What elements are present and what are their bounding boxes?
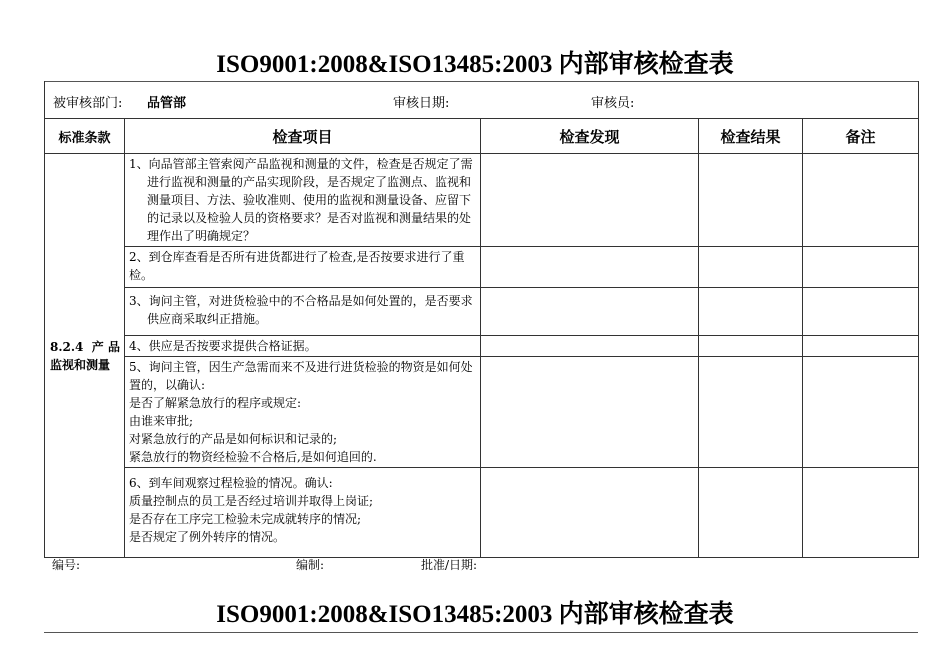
table-row [45, 336, 919, 357]
check-item-5: 5、询问主管，因生产急需而来不及进行进货检验的物资是如何处置的，以确认: 是否了解紧急放行的程序或规定: 由谁来审批; 对紧急放行的产品是如何标识和记录的; 紧急放行的物资经检验不合格后,是如何追回的. [125, 357, 481, 468]
audit-checklist-table [44, 81, 919, 558]
check-item-4: 4、供应是否按要求提供合格证据。 [125, 336, 481, 357]
audit-info-row [45, 81, 919, 119]
dept-label: 被审核部门: [53, 96, 123, 111]
auditor-label: 审核员: [591, 96, 635, 111]
finding-cell[interactable] [481, 288, 699, 336]
remark-cell[interactable] [803, 288, 919, 336]
table-row [45, 288, 919, 336]
result-cell[interactable] [699, 357, 803, 468]
table-row [45, 468, 919, 558]
page-title: ISO9001:2008&ISO13485:2003 内部审核检查表 [216, 51, 734, 78]
result-cell[interactable] [699, 336, 803, 357]
remark-cell[interactable] [803, 154, 919, 247]
table-row [45, 357, 919, 468]
col-header-finding: 检查发现 [481, 119, 699, 154]
title-rule-repeat [44, 632, 918, 633]
result-cell[interactable] [699, 288, 803, 336]
header-row [45, 119, 919, 154]
footer-number-label: 编号: [52, 558, 81, 572]
result-cell[interactable] [699, 247, 803, 288]
check-item-6: 6、到车间观察过程检验的情况。确认: 质量控制点的员工是否经过培训并取得上岗证; 是否存在工序完工检验未完成就转序的情况; 是否规定了例外转序的情况。 [125, 468, 481, 558]
check-item-1: 1、向品管部主管索阅产品监视和测量的文件，检查是否规定了需进行监视和测量的产品实现阶段，是否规定了监测点、监视和测量项目、方法、验收准则、使用的监视和测量设备、应留下的记录以及检验人员的资格要求？是否对监视和测量结果的处理作出了明确规定？ [125, 154, 481, 247]
table-row [45, 154, 919, 247]
check-item-3: 3、询问主管，对进货检验中的不合格品是如何处置的，是否要求供应商采取纠正措施。 [125, 288, 481, 336]
page-title-repeat: ISO9001:2008&ISO13485:2003 内部审核检查表 [216, 601, 734, 628]
table-row [45, 247, 919, 288]
col-header-result: 检查结果 [699, 119, 803, 154]
col-header-clause: 标准条款 [45, 119, 125, 154]
audit-date-label: 审核日期: [393, 96, 450, 111]
finding-cell[interactable] [481, 468, 699, 558]
check-item-2: 2、到仓库查看是否所有进货都进行了检查,是否按要求进行了重检。 [125, 247, 481, 288]
remark-cell[interactable] [803, 357, 919, 468]
footer-approved-label: 批准/日期: [421, 558, 478, 572]
dept-value: 品管部 [147, 96, 187, 111]
remark-cell[interactable] [803, 336, 919, 357]
result-cell[interactable] [699, 154, 803, 247]
finding-cell[interactable] [481, 247, 699, 288]
finding-cell[interactable] [481, 336, 699, 357]
remark-cell[interactable] [803, 247, 919, 288]
result-cell[interactable] [699, 468, 803, 558]
clause-cell: 8.2.4 产品监视和测量 [45, 154, 125, 558]
finding-cell[interactable] [481, 357, 699, 468]
finding-cell[interactable] [481, 154, 699, 247]
col-header-remark: 备注 [803, 119, 919, 154]
footer-compiled-label: 编制: [296, 558, 325, 572]
remark-cell[interactable] [803, 468, 919, 558]
col-header-item: 检查项目 [125, 119, 481, 154]
